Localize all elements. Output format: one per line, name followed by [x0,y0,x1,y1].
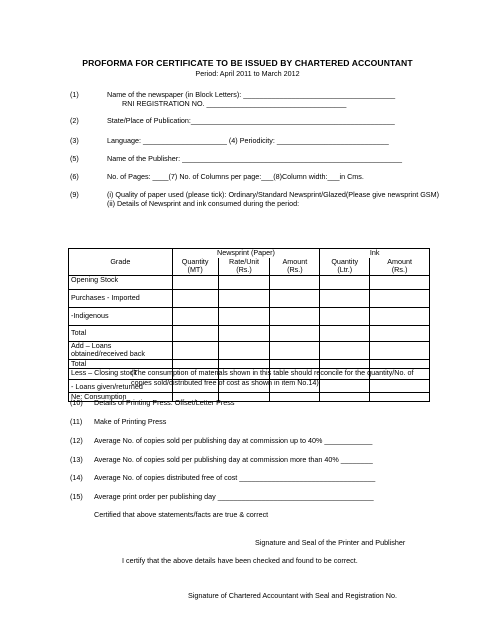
printer-publisher-signature: Signature and Seal of the Printer and Publisher [255,538,406,547]
quantity-label: Quantity [181,256,209,266]
rate-unit: (Rs.) [236,265,252,274]
item-10-number: (10) [70,398,83,407]
item-1-number: (1) [70,90,79,99]
rate-label: Rate/Unit [229,256,259,266]
item-10-printing-press: Details of Printing Press: Offset/Letter Press [94,398,235,407]
ink-header: Ink [320,249,430,258]
item-6-pages-columns: No. of Pages: ____(7) No. of Columns per page:___(8)Column width:___in Cms. [107,172,364,181]
page-title: PROFORMA FOR CERTIFICATE TO BE ISSUED BY CHARTERED ACCOUNTANT [82,58,413,68]
table-note-line-2: copies sold/distributed free of cost as shown in item No.14) [131,378,319,387]
ink-quantity-header [320,258,370,276]
item-15-print-order: Average print order per publishing day _______________________________________ [94,492,374,501]
add-loans-line-1: Add – Loans [71,340,112,350]
chartered-accountant-signature: Signature of Chartered Accountant with Seal and Registration No. [188,591,397,600]
item-9-newsprint-details: (ii) Details of Newsprint and ink consumed during the period: [107,199,300,208]
row-purchases-imported: Purchases - Imported [69,289,173,307]
item-3-language-periodicity: Language: _____________________ (4) Periodicity: ____________________________ [107,136,389,145]
item-14-free-copies: Average No. of copies distributed free of cost __________________________________ [94,473,376,482]
item-9-number: (9) [70,190,79,199]
item-11-number: (11) [70,417,83,426]
item-13-copies-over-40: Average No. of copies sold per publishing day at commission more than 40% ________ [94,455,373,464]
ink-amount-label: Amount [387,256,412,266]
item-1-rni-number: RNI REGISTRATION NO. ___________________________________ [122,99,347,108]
amount-label: Amount [282,256,308,266]
certified-statement: Certified that above statements/facts are true & correct [94,510,269,519]
item-12-copies-upto-40: Average No. of copies sold per publishing day at commission up to 40% ____________ [94,436,373,445]
item-3-number: (3) [70,136,79,145]
row-net-consumption: Ne: Consumption [69,392,173,402]
ink-quantity-label: Quantity [331,256,359,266]
newsprint-amount-header [270,258,320,276]
item-5-publisher: Name of the Publisher: _______________________________________________________ [107,154,402,163]
add-loans-line-2: obtained/received back [71,349,145,358]
item-2-number: (2) [70,116,79,125]
ink-amount-header [370,258,430,276]
row-total-2: Total [69,359,173,369]
table-note-line-1: (The consumption of materials shown in this table should reconcile for the quantity/No. of [131,368,414,377]
item-5-number: (5) [70,154,79,163]
item-14-number: (14) [70,473,83,482]
ca-certification-text: I certify that the above details have been checked and found to be correct. [122,556,358,565]
item-1-newspaper-name: Name of the newspaper (in Block Letters): ______________________________________ [107,90,396,99]
item-15-number: (15) [70,492,83,501]
row-less-closing-stock: Less – Closing stock [69,369,173,380]
row-loans-given: - Loans given/returned [69,380,173,393]
amount-unit: (Rs.) [287,265,303,274]
item-13-number: (13) [70,455,83,464]
row-opening-stock: Opening Stock [69,275,173,289]
newsprint-rate-header [218,258,270,276]
newsprint-header: Newsprint (Paper) [172,249,320,258]
row-indigenous: -Indigenous [69,307,173,325]
ink-amount-unit: (Rs.) [391,265,408,274]
newsprint-quantity-header [172,258,218,276]
row-add-loans [69,341,173,359]
period-text: Period: April 2011 to March 2012 [195,69,300,78]
item-9-paper-quality: (i) Quality of paper used (please tick): Ordinary/Standard Newsprint/Glazed(Please give newsprint GSM) [107,190,439,199]
quantity-unit: (MT) [187,265,203,274]
item-2-state-place: State/Place of Publication:___________________________________________________ [107,116,395,125]
item-12-number: (12) [70,436,83,445]
ink-quantity-unit: (Ltr.) [337,265,353,274]
grade-header: Grade [69,249,173,276]
item-11-make-of-press: Make of Printing Press [94,417,167,426]
row-total-1: Total [69,325,173,341]
item-6-number: (6) [70,172,79,181]
